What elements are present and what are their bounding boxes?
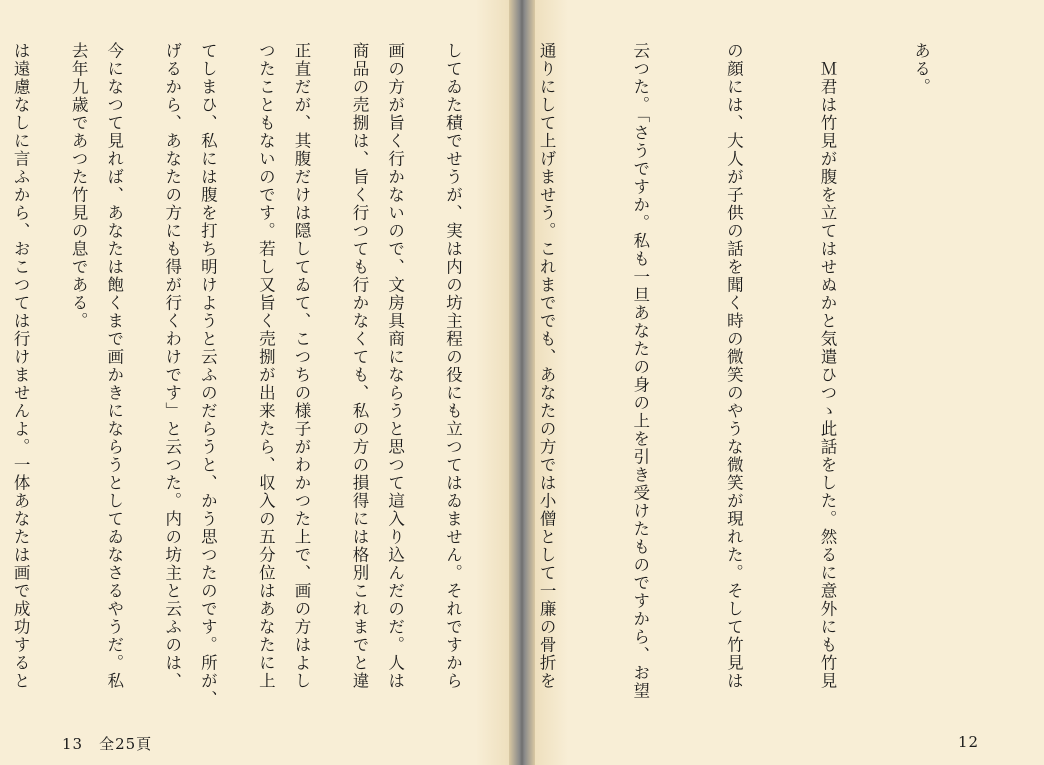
text-column: Ｍ君は竹見が腹を立てはせぬかと気遣ひつゝ此話をした。然るに意外にも竹見 (817, 42, 837, 690)
text-column: 商品の売捌は、旨く行つても行かなくても、私の方の損得には格別これまでと違 (349, 42, 369, 690)
text-column: ある。 (911, 42, 931, 96)
text-column: してゐた積でせうが、実は内の坊主程の役にも立つてはゐません。それですから (443, 42, 463, 690)
text-column: てしまひ、私には腹を打ち明けようと云ふのだらうと、かう思つたのです。所が、 (198, 42, 218, 708)
text-column: の顔には、大人が子供の話を聞く時の微笑のやうな微笑が現れた。そして竹見は (724, 42, 744, 690)
text-column: 云つた。「さうですか。私も一旦あなたの身の上を引き受けたものですから、お望 (630, 42, 650, 700)
text-column: つたこともないのです。若し又旨く売捌が出来たら、収入の五分位はあなたに上 (256, 42, 276, 690)
text-column (0, 42, 1, 722)
text-column: 正直だが、其腹だけは隠してゐて、こつちの様子がわかつた上で、画の方はよし (291, 42, 311, 690)
book-gutter (509, 0, 535, 765)
text-column: 今になつて見れば、あなたは飽くまで画かきにならうとしてゐなさるやうだ。私 (104, 42, 124, 690)
text-column: は遠慮なしに言ふから、おこつては行けませんよ。一体あなたは画で成功すると (11, 42, 31, 690)
text-column: げるから、あなたの方にも得が行くわけです」と云つた。内の坊主と云ふのは、 (162, 42, 182, 690)
text-column: 通りにして上げませう。これまででも、あなたの方では小僧として一廉の骨折を (537, 42, 557, 690)
page-number-right: 12 (958, 733, 980, 751)
page-number-left: 13 全25頁 (62, 735, 153, 753)
text-column: 去年九歳であつた竹見の息である。 (69, 42, 89, 330)
text-column: 画の方が旨く行かないので、文房具商にならうと思つて這入り込んだのだ。人は (385, 42, 405, 690)
